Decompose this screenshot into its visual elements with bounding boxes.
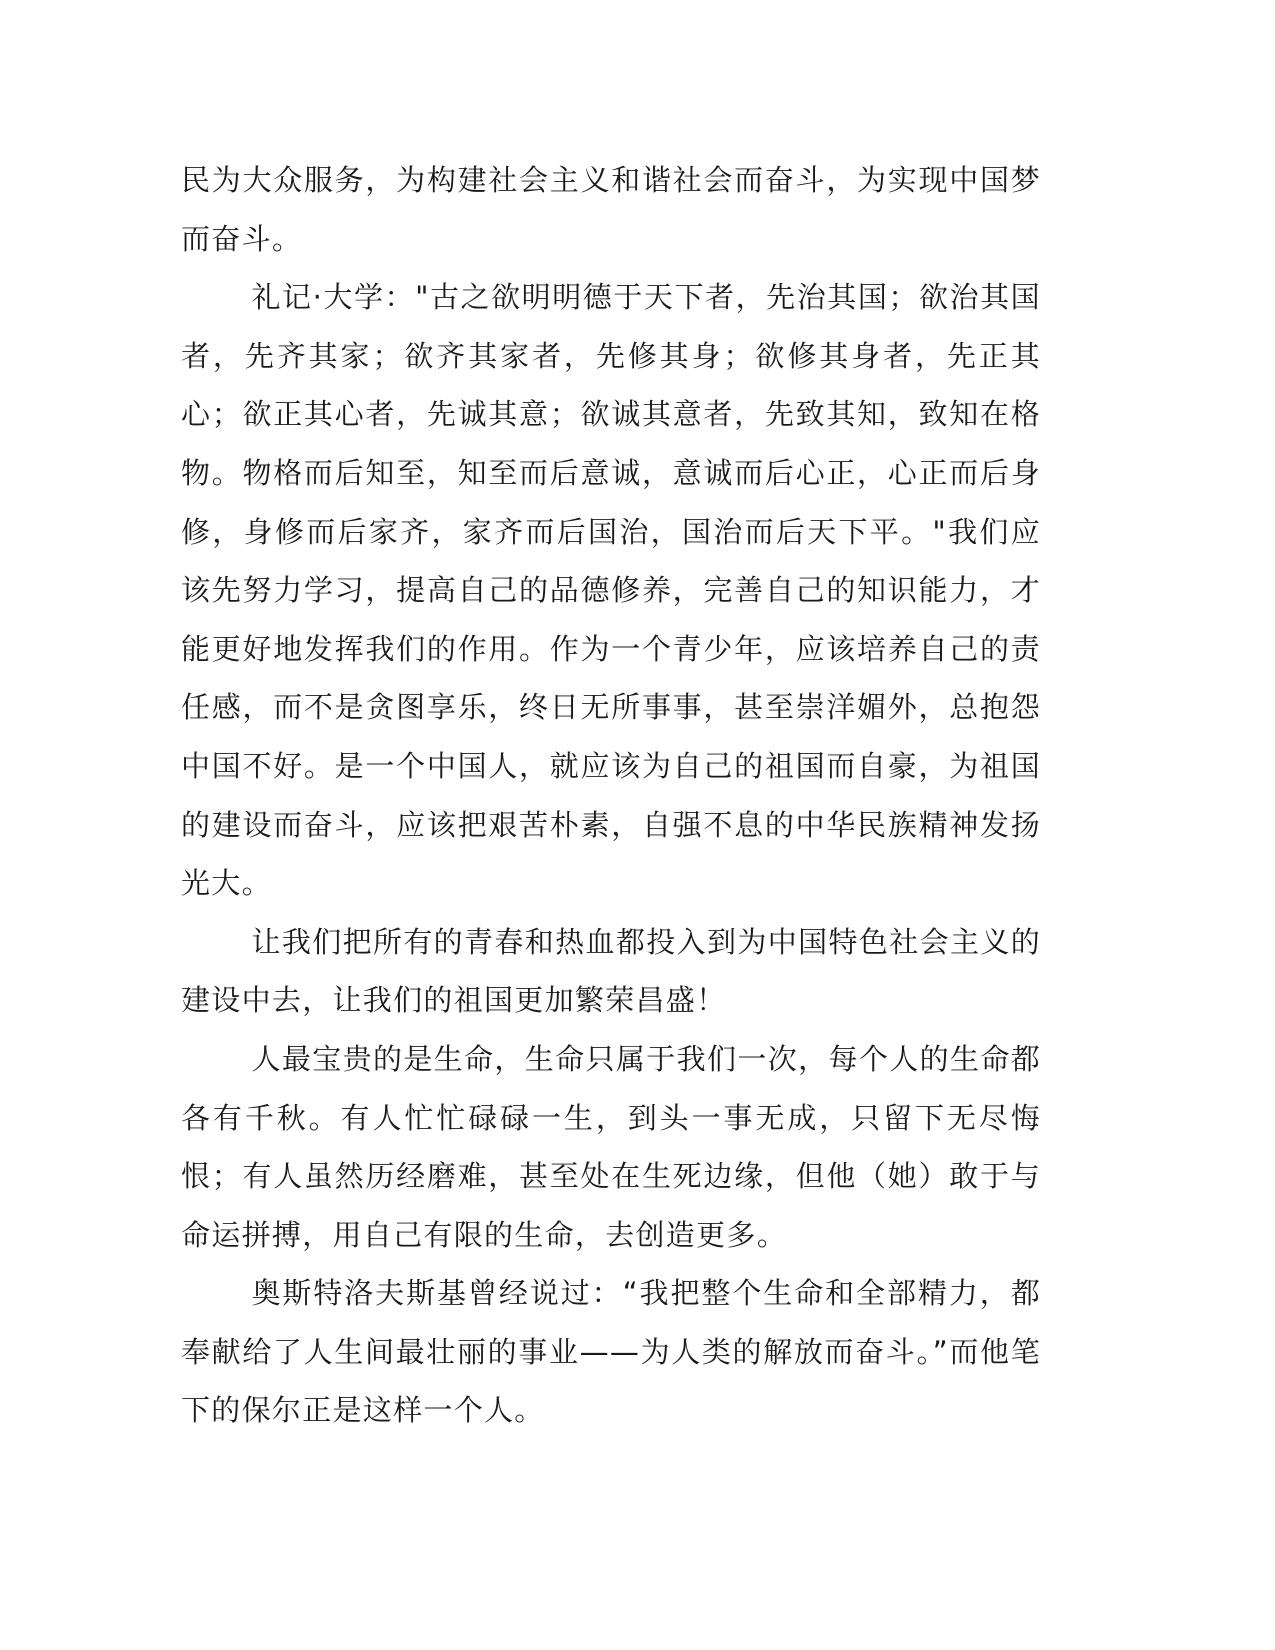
paragraph-2: 礼记·大学："古之欲明明德于天下者，先治其国；欲治其国者，先齐其家；欲齐其家者，先修其身；欲修其身者，先正其心；欲正其心者，先诚其意；欲诚其意者，先致其知，致知在格物。物格而后知至，知至而后意诚，意诚而后心正，心正而后身修，身修而后家齐，家齐而后国治，国治而后天下平。"我们应该先努力学习，提高自己的品德修养，完善自己的知识能力，才能更好地发挥我们的作用。作为一个青少年，应该培养自己的责任感，而不是贪图享乐，终日无所事事，甚至崇洋媚外，总抱怨中国不好。是一个中国人，就应该为自己的祖国而自豪，为祖国的建设而奋斗，应该把艰苦朴素，自强不息的中华民族精神发扬光大。 [181,280,1041,901]
paragraph-5: 奥斯特洛夫斯基曾经说过：“我把整个生命和全部精力，都奉献给了人生间最壮丽的事业——为人类的解放而奋斗。”而他笔下的保尔正是这样一个人。 [181,1276,1041,1428]
paragraph-4: 人最宝贵的是生命，生命只属于我们一次，每个人的生命都各有千秋。有人忙忙碌碌一生，到头一事无成，只留下无尽悔恨；有人虽然历经磨难，甚至处在生死边缘，但他（她）敢于与命运拼搏，用自己有限的生命，去创造更多。 [181,1041,1041,1252]
paragraph-3: 让我们把所有的青春和热血都投入到为中国特色社会主义的建设中去，让我们的祖国更加繁荣昌盛！ [181,924,1041,1018]
document-body [181,151,1041,1440]
paragraph-1: 民为大众服务，为构建社会主义和谐社会而奋斗，为实现中国梦而奋斗。 [181,163,1041,256]
